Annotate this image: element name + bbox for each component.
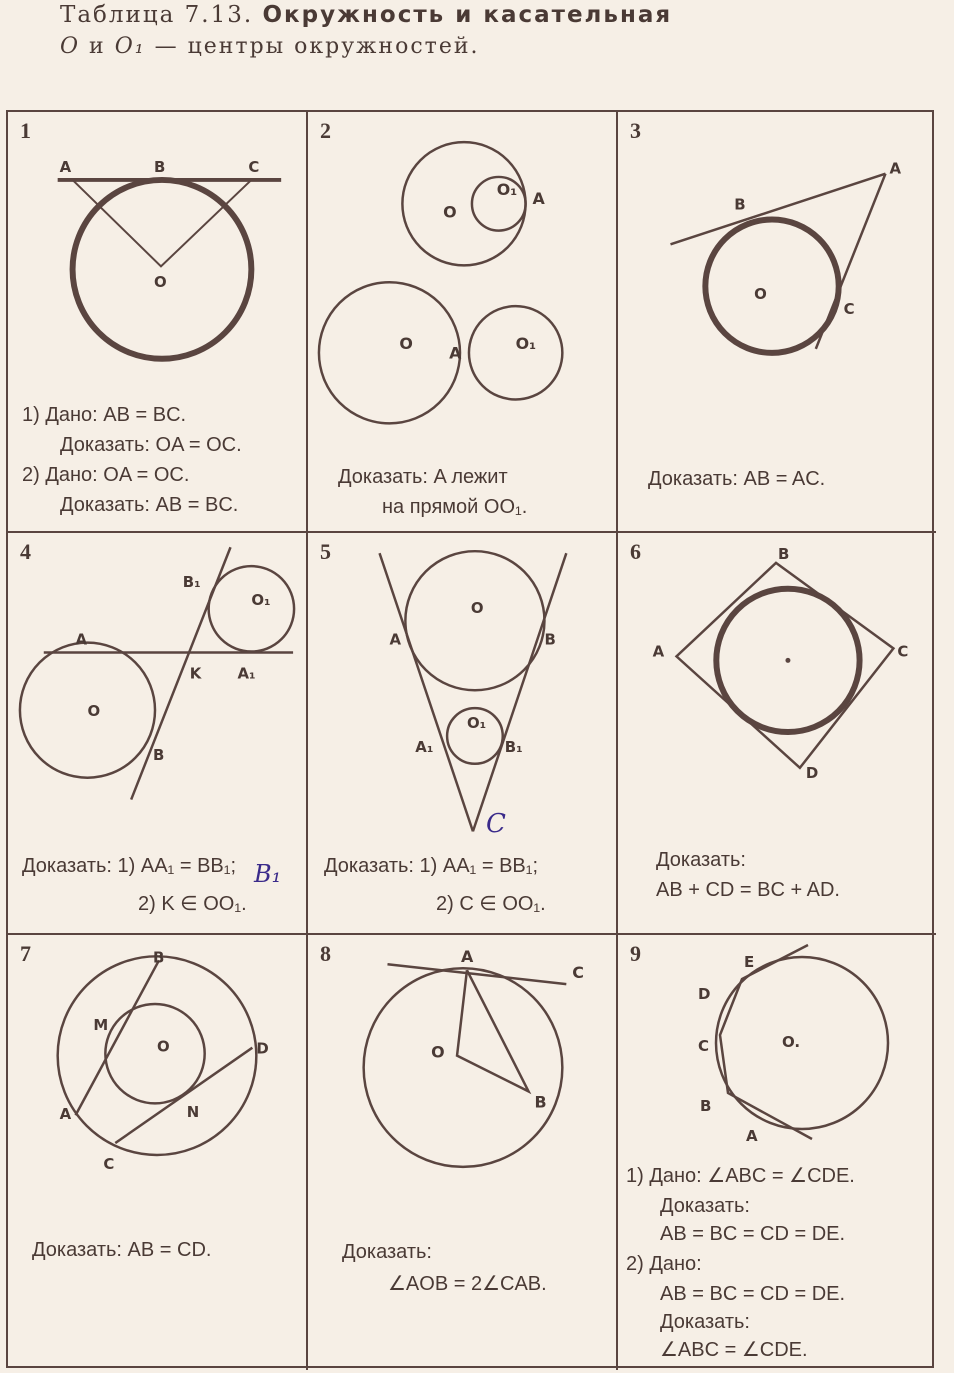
left-circle — [319, 282, 460, 423]
chord-cd — [115, 1048, 252, 1143]
cell-number: 9 — [630, 941, 641, 966]
circle — [705, 219, 838, 352]
label-c: C — [572, 963, 584, 983]
cell-text-line: AB = BC = CD = DE. — [660, 1283, 846, 1305]
problem-cell-4 — [8, 533, 308, 935]
problem-cell-5 — [308, 533, 618, 935]
label-a: A — [59, 158, 72, 177]
label-b: B — [153, 948, 165, 967]
label-a: A — [389, 630, 402, 649]
subtitle-rest: — центры окружностей. — [154, 34, 480, 59]
figure-8 — [308, 935, 616, 1370]
cell-number: 5 — [320, 539, 331, 564]
label-o-bottom: O — [399, 333, 413, 353]
cell-text-line: Доказать: OA = OC. — [60, 434, 242, 456]
label-c: C — [248, 158, 260, 177]
label-c: C — [103, 1154, 115, 1173]
cell-number: 2 — [320, 118, 331, 143]
label-o1: O₁ — [496, 179, 518, 199]
label-b: B — [734, 195, 746, 214]
inner-circle — [105, 1004, 204, 1103]
tangent-ab — [671, 174, 886, 245]
subtitle-o: O — [60, 34, 81, 59]
cell-text-line: на прямой OO₁. — [382, 496, 528, 518]
label-n: N — [186, 1103, 200, 1122]
label-b1: B₁ — [504, 737, 523, 756]
label-o: O. — [782, 1033, 801, 1051]
label-o: O — [754, 285, 767, 304]
label-o1: O₁ — [466, 714, 487, 733]
outer-circle — [402, 142, 525, 265]
triangle-aob — [457, 970, 529, 1091]
cell-text-line: AB + CD = BC + AD. — [656, 879, 840, 901]
label-a1: A₁ — [415, 737, 434, 756]
label-a: A — [889, 159, 902, 178]
label-o: O — [154, 273, 167, 292]
label-b: B — [153, 745, 165, 764]
label-a: A — [532, 188, 545, 208]
cell-text-line: ∠AOB = 2∠CAB. — [388, 1273, 547, 1295]
figure-7 — [8, 935, 306, 1370]
label-b: B — [154, 158, 166, 177]
cell-text-line: Доказать: — [660, 1195, 750, 1217]
label-e: E — [744, 953, 755, 971]
label-a: A — [75, 630, 88, 649]
label-d: D — [256, 1039, 269, 1058]
cell-text-line: 1) Дано: AB = BC. — [22, 404, 187, 426]
segments-ao-oc — [73, 180, 252, 266]
cell-text-line: Доказать: AB = AC. — [648, 468, 826, 490]
table-title — [60, 0, 940, 30]
problem-cell-7 — [8, 935, 308, 1370]
label-o: O — [470, 598, 484, 617]
cell-number: 4 — [20, 539, 31, 564]
subtitle-and: и — [89, 34, 106, 59]
problem-cell-2 — [308, 112, 618, 533]
cell-text-line: 2) Дано: OA = OC. — [22, 464, 190, 486]
cell-text-line: Доказать: A лежит — [338, 466, 508, 488]
cell-text-line: Доказать: AB = CD. — [32, 1239, 212, 1261]
cell-number: 6 — [630, 539, 641, 564]
label-b: B — [700, 1097, 712, 1115]
label-o: O — [431, 1042, 445, 1062]
cell-text-line: Доказать: — [342, 1241, 432, 1263]
label-d: D — [698, 985, 711, 1003]
label-c: C — [897, 642, 909, 661]
handwritten-note: B₁ — [254, 860, 282, 888]
cell-text-line: 2) Дано: — [626, 1253, 702, 1275]
cell-text-line: Доказать: 1) AA₁ = BB₁; — [22, 855, 237, 877]
label-m: M — [93, 1015, 109, 1034]
label-a: A — [652, 642, 665, 661]
cell-text-line: Доказать: — [656, 849, 746, 871]
problem-table — [6, 110, 934, 1368]
handwritten-label-c: C — [486, 809, 506, 839]
label-o: O — [87, 702, 101, 721]
label-k: K — [189, 664, 202, 683]
label-o1-bottom: O₁ — [515, 333, 537, 353]
cell-text-line: 1) Дано: ∠ABC = ∠CDE. — [626, 1165, 855, 1187]
cell-number: 8 — [320, 941, 331, 966]
problem-cell-8 — [308, 935, 618, 1370]
label-a: A — [59, 1105, 72, 1124]
cell-text-line: AB = BC = CD = DE. — [660, 1223, 846, 1245]
label-c: C — [843, 300, 855, 319]
cell-text-line: 2) K ∈ OO₁. — [138, 893, 247, 915]
cell-text-line: Доказать: — [660, 1311, 750, 1333]
table-title-text: Окружность и касательная — [262, 2, 673, 28]
label-a-bottom: A — [449, 343, 462, 363]
problem-cell-1 — [8, 112, 308, 533]
label-o: O — [443, 202, 457, 222]
table-header — [60, 0, 940, 59]
label-b: B — [544, 630, 556, 649]
label-a: A — [746, 1127, 758, 1145]
subtitle-o1: O₁ — [114, 34, 146, 59]
label-o1: O₁ — [251, 590, 271, 609]
problem-cell-9 — [618, 935, 936, 1370]
tangent-ac — [816, 174, 886, 349]
side-bc — [470, 553, 566, 831]
label-o: O — [157, 1037, 170, 1056]
cell-text-line: Доказать: AB = BC. — [60, 494, 239, 516]
label-d: D — [805, 763, 819, 782]
label-c: C — [698, 1037, 710, 1055]
circle-o — [405, 551, 544, 690]
side-ac — [380, 553, 473, 831]
label-b: B — [777, 544, 790, 563]
label-b: B — [534, 1092, 547, 1112]
table-label: Таблица 7.13. — [60, 2, 254, 28]
label-a: A — [461, 947, 474, 967]
cell-number: 7 — [20, 941, 31, 966]
problem-cell-6 — [618, 533, 936, 935]
cell-number: 1 — [20, 118, 31, 143]
problem-cell-3 — [618, 112, 936, 533]
label-a1: A₁ — [237, 664, 256, 683]
cell-text-line: ∠ABC = ∠CDE. — [660, 1339, 808, 1361]
cell-number: 3 — [630, 118, 641, 143]
cell-text-line: 2) C ∈ OO₁. — [436, 893, 546, 915]
center-point — [785, 658, 790, 663]
table-subtitle — [60, 34, 940, 59]
label-b1: B₁ — [182, 572, 201, 591]
cell-text-line: Доказать: 1) AA₁ = BB₁; — [324, 855, 539, 877]
